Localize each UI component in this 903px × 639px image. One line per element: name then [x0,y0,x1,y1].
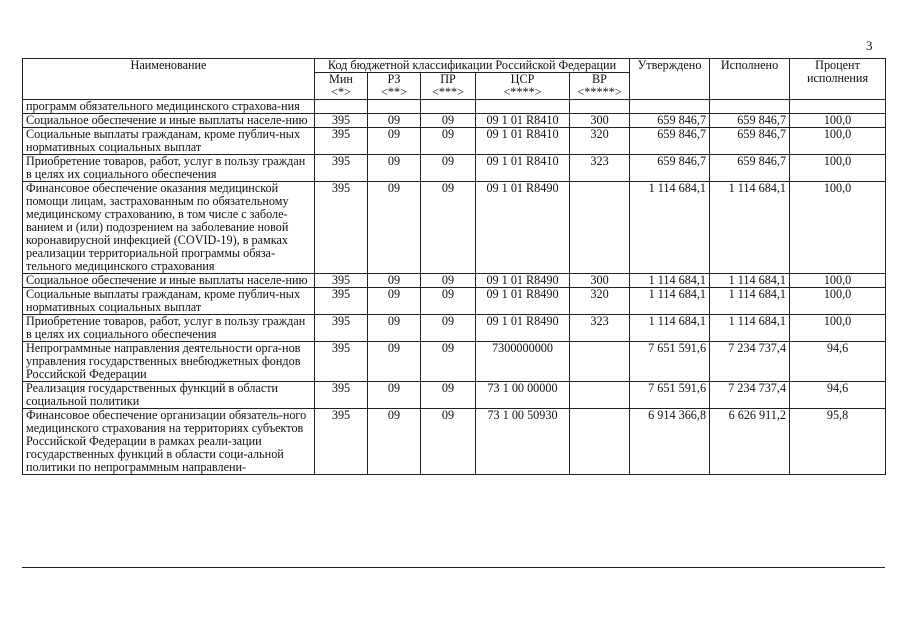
table-row [23,128,886,155]
cell-executed: 1 114 684,1 [710,288,790,315]
cell-executed: 659 846,7 [710,114,790,128]
cell-csr: 73 1 00 00000 [476,382,570,409]
cell-rz: 09 [368,155,421,182]
header-executed: Исполнено [710,59,790,100]
cell-min: 395 [315,182,368,274]
cell-approved: 1 114 684,1 [630,315,710,342]
cell-pr: 09 [421,315,476,342]
cell-vr [570,382,630,409]
cell-percent: 100,0 [790,182,886,274]
cell-name: Финансовое обеспечение оказания медицинской помощи лицам, застрахованным по обязательному медицинскому страхованию, в том числе с заболе-ванием и (или) подозрением на заболевание новой коронавирусной инфекцией (COVID-19), в рамках реализации территориальной программы обяза-тельного медицинского страхования [23,182,315,274]
header-min-note: <*> [331,85,351,99]
header-min-label: Мин [329,72,353,86]
cell-percent: 100,0 [790,155,886,182]
cell-executed: 659 846,7 [710,128,790,155]
cell-pr: 09 [421,342,476,382]
table-row [23,274,886,288]
table-row [23,382,886,409]
cell-vr [570,100,630,114]
cell-name: Социальные выплаты гражданам, кроме публич-ных нормативных социальных выплат [23,128,315,155]
table-row [23,409,886,475]
cell-vr: 300 [570,114,630,128]
header-row [23,59,886,73]
cell-percent: 94,6 [790,382,886,409]
cell-approved: 6 914 366,8 [630,409,710,475]
cell-percent: 100,0 [790,128,886,155]
cell-rz: 09 [368,382,421,409]
cell-min: 395 [315,288,368,315]
cell-percent [790,100,886,114]
cell-rz: 09 [368,315,421,342]
cell-min: 395 [315,382,368,409]
header-pr-note: <***> [431,85,465,99]
cell-pr [421,100,476,114]
cell-vr: 323 [570,155,630,182]
cell-vr [570,342,630,382]
cell-approved: 1 114 684,1 [630,182,710,274]
cell-rz: 09 [368,114,421,128]
header-vr [570,73,630,100]
cell-min: 395 [315,114,368,128]
cell-min [315,100,368,114]
cell-rz: 09 [368,288,421,315]
header-csr [476,73,570,100]
bottom-rule [22,567,885,568]
table-row [23,315,886,342]
cell-csr: 09 1 01 R8490 [476,288,570,315]
cell-rz: 09 [368,409,421,475]
cell-name: Финансовое обеспечение организации обязатель-ного медицинского страхования на территориях субъектов Российской Федерации в рамках реали-зации государственных функций в области соци-альной политики по непрограммным направлени- [23,409,315,475]
cell-name: Приобретение товаров, работ, услуг в пользу граждан в целях их социального обеспечения [23,155,315,182]
page-number: 3 [866,38,873,53]
cell-rz: 09 [368,274,421,288]
cell-csr: 73 1 00 50930 [476,409,570,475]
cell-min: 395 [315,155,368,182]
cell-min: 395 [315,409,368,475]
cell-executed: 7 234 737,4 [710,342,790,382]
cell-csr: 09 1 01 R8490 [476,274,570,288]
cell-rz [368,100,421,114]
cell-pr: 09 [421,382,476,409]
cell-pr: 09 [421,128,476,155]
cell-percent: 94,6 [790,342,886,382]
header-approved: Утверждено [630,59,710,100]
header-name: Наименование [23,59,315,100]
cell-percent: 100,0 [790,274,886,288]
header-pr-label: ПР [440,72,456,86]
cell-name: Социальное обеспечение и иные выплаты населе-нию [23,274,315,288]
cell-pr: 09 [421,409,476,475]
cell-pr: 09 [421,274,476,288]
cell-vr: 300 [570,274,630,288]
cell-vr: 320 [570,128,630,155]
cell-vr [570,409,630,475]
header-rz-note: <**> [381,85,407,99]
cell-pr: 09 [421,155,476,182]
table-row [23,114,886,128]
cell-name: Социальные выплаты гражданам, кроме публич-ных нормативных социальных выплат [23,288,315,315]
table-body [23,100,886,475]
cell-executed: 1 114 684,1 [710,315,790,342]
cell-min: 395 [315,315,368,342]
cell-approved: 1 114 684,1 [630,274,710,288]
cell-approved: 7 651 591,6 [630,382,710,409]
cell-vr: 320 [570,288,630,315]
header-rz [368,73,421,100]
cell-vr: 323 [570,315,630,342]
cell-rz: 09 [368,182,421,274]
cell-executed [710,100,790,114]
cell-pr: 09 [421,288,476,315]
header-csr-note: <****> [503,85,542,99]
cell-percent: 100,0 [790,114,886,128]
cell-pr: 09 [421,182,476,274]
cell-csr: 09 1 01 R8410 [476,114,570,128]
cell-rz: 09 [368,128,421,155]
cell-percent: 100,0 [790,288,886,315]
table-row [23,182,886,274]
cell-executed: 1 114 684,1 [710,182,790,274]
cell-csr [476,100,570,114]
cell-csr: 09 1 01 R8490 [476,182,570,274]
header-pr [421,73,476,100]
cell-csr: 09 1 01 R8490 [476,315,570,342]
header-vr-note: <*****> [577,85,622,99]
cell-csr: 7300000000 [476,342,570,382]
cell-executed: 659 846,7 [710,155,790,182]
header-rz-label: РЗ [387,72,401,86]
header-percent: Процент исполнения [790,59,886,100]
cell-name: Социальное обеспечение и иные выплаты населе-нию [23,114,315,128]
cell-percent: 95,8 [790,409,886,475]
cell-executed: 7 234 737,4 [710,382,790,409]
cell-csr: 09 1 01 R8410 [476,155,570,182]
cell-name: программ обязательного медицинского страхова-ния [23,100,315,114]
cell-name: Приобретение товаров, работ, услуг в пользу граждан в целях их социального обеспечения [23,315,315,342]
cell-approved: 659 846,7 [630,128,710,155]
cell-percent: 100,0 [790,315,886,342]
cell-executed: 6 626 911,2 [710,409,790,475]
table-row [23,100,886,114]
cell-approved: 1 114 684,1 [630,288,710,315]
budget-execution-table [22,58,886,475]
cell-approved: 659 846,7 [630,114,710,128]
cell-min: 395 [315,128,368,155]
cell-executed: 1 114 684,1 [710,274,790,288]
header-csr-label: ЦСР [510,72,535,86]
cell-rz: 09 [368,342,421,382]
cell-name: Реализация государственных функций в области социальной политики [23,382,315,409]
table-row [23,155,886,182]
cell-pr: 09 [421,114,476,128]
header-min [315,73,368,100]
cell-csr: 09 1 01 R8410 [476,128,570,155]
cell-approved: 659 846,7 [630,155,710,182]
header-vr-label: ВР [592,72,607,86]
cell-approved [630,100,710,114]
cell-min: 395 [315,342,368,382]
cell-vr [570,182,630,274]
table-row [23,288,886,315]
table-row [23,342,886,382]
cell-min: 395 [315,274,368,288]
header-kbk-group: Код бюджетной классификации Российской Федерации [315,59,630,73]
cell-name: Непрограммные направления деятельности орга-нов управления государственных внебюджетных фондов Российской Федерации [23,342,315,382]
cell-approved: 7 651 591,6 [630,342,710,382]
